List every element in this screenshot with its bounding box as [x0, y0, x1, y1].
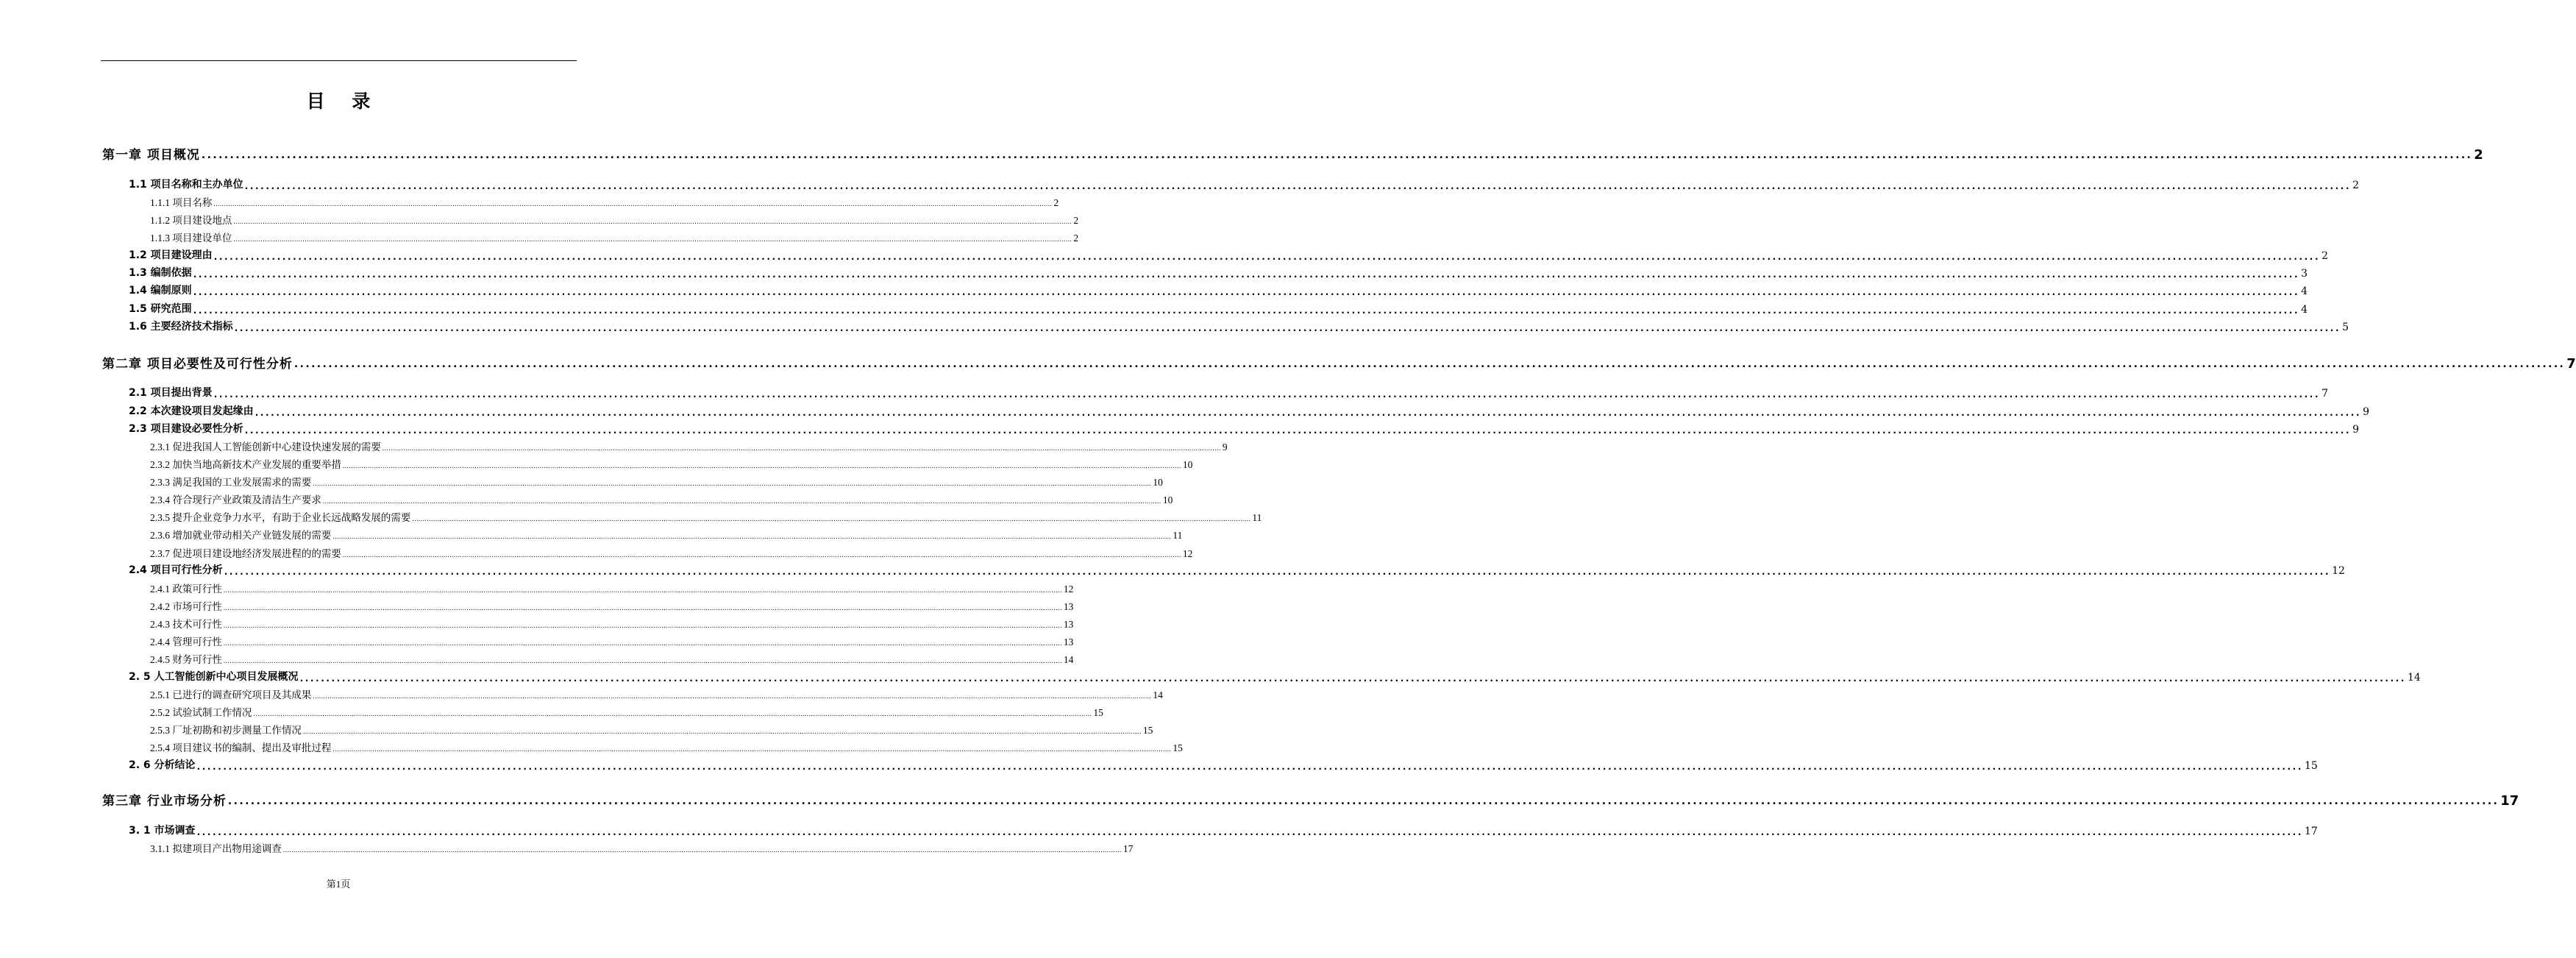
- toc-dot-leader: ................................................................................................................................................................................................................................................................................................................................................................................................................: [234, 323, 2341, 333]
- toc-entry-label: 3. 1 市场调查: [129, 825, 196, 837]
- toc-page-number: 2: [1073, 215, 1079, 226]
- toc-chapter-entry[interactable]: [102, 144, 2483, 163]
- toc-page-number: 2: [2474, 147, 2483, 163]
- toc-dot-leader: ................................................................................................................................................................................................................................................................................................................................................................................................................: [193, 269, 2300, 280]
- toc-page-number: 15: [2305, 760, 2318, 772]
- toc-page-number: 15: [1173, 742, 1183, 753]
- toc-dot-leader: ................................................................................................................................................................................................................................................................................................................................................................................................................: [302, 728, 1142, 735]
- toc-section-entry[interactable]: [129, 385, 2329, 400]
- toc-subsection-entry[interactable]: [150, 527, 1183, 542]
- toc-entry-label: 1.5 研究范围: [129, 303, 192, 315]
- toc-section-entry[interactable]: [129, 403, 2370, 418]
- toc-page-number: 10: [1162, 494, 1173, 505]
- toc-dot-leader: ................................................................................................................................................................................................................................................................................................................................................................................................................: [223, 622, 1062, 629]
- toc-subsection-entry[interactable]: [150, 581, 1074, 595]
- toc-entry-label: 2.4.5 财务可行性: [150, 654, 222, 665]
- toc-subsection-entry[interactable]: [150, 474, 1163, 489]
- toc-page-number: 2: [1073, 233, 1079, 244]
- toc-subsection-entry[interactable]: [150, 230, 1079, 244]
- toc-entry-label: 2.3.5 提升企业竞争力水平，有助于企业长远战略发展的需要: [150, 512, 411, 523]
- toc-entry-label: 2.4.1 政策可行性: [150, 583, 222, 595]
- toc-page-number: 9: [2352, 424, 2360, 436]
- toc-entry-label: 2.3.1 促进我国人工智能创新中心建设快速发展的需要: [150, 441, 381, 453]
- toc-entry-label: 2.5.4 项目建议书的编制、提出及审批过程: [150, 742, 332, 753]
- toc-dot-leader: ................................................................................................................................................................................................................................................................................................................................................................................................................: [227, 795, 2499, 807]
- toc-subsection-entry[interactable]: [150, 686, 1163, 701]
- toc-dot-leader: ................................................................................................................................................................................................................................................................................................................................................................................................................: [332, 745, 1172, 753]
- toc-dot-leader: ................................................................................................................................................................................................................................................................................................................................................................................................................: [244, 181, 2352, 191]
- toc-subsection-entry[interactable]: [150, 545, 1193, 560]
- toc-dot-leader: ................................................................................................................................................................................................................................................................................................................................................................................................................: [213, 389, 2321, 400]
- toc-entry-label: 2.4.3 技术可行性: [150, 619, 222, 630]
- toc-chapter-entry[interactable]: [102, 790, 2519, 809]
- toc-entry-label: 1.1.2 项目建设地点: [150, 215, 232, 226]
- toc-entry-label: 3.1.1 拟建项目产出物用途调查: [150, 843, 282, 854]
- toc-dot-leader: ................................................................................................................................................................................................................................................................................................................................................................................................................: [224, 567, 2331, 577]
- toc-dot-leader: ................................................................................................................................................................................................................................................................................................................................................................................................................: [193, 305, 2300, 316]
- toc-subsection-entry[interactable]: [150, 212, 1079, 227]
- toc-entry-label: 2.5.2 试验试制工作情况: [150, 707, 252, 718]
- toc-entry-label: 1.6 主要经济技术指标: [129, 321, 233, 333]
- toc-page-number: 12: [1182, 548, 1193, 559]
- toc-dot-leader: ................................................................................................................................................................................................................................................................................................................................................................................................................: [253, 710, 1092, 717]
- toc-dot-leader: ................................................................................................................................................................................................................................................................................................................................................................................................................: [322, 497, 1161, 505]
- toc-entry-label: 1.1.1 项目名称: [150, 197, 213, 208]
- toc-dot-leader: ................................................................................................................................................................................................................................................................................................................................................................................................................: [196, 827, 2303, 837]
- toc-subsection-entry[interactable]: [150, 194, 1059, 209]
- toc-entry-label: 2.1 项目提出背景: [129, 387, 213, 399]
- toc-page-number: 13: [1063, 619, 1074, 630]
- toc-subsection-entry[interactable]: [150, 739, 1183, 754]
- toc-entry-label: 1.4 编制原则: [129, 285, 192, 297]
- toc-dot-leader: ................................................................................................................................................................................................................................................................................................................................................................................................................: [382, 444, 1221, 452]
- toc-dot-leader: ................................................................................................................................................................................................................................................................................................................................................................................................................: [342, 551, 1181, 558]
- toc-entry-label: 2.3.3 满足我国的工业发展需求的需要: [150, 477, 312, 488]
- toc-page-number: 5: [2342, 322, 2349, 333]
- toc-subsection-entry[interactable]: [150, 439, 1228, 453]
- toc-page-number: 7: [2566, 356, 2576, 372]
- toc-page-number: 14: [1063, 654, 1074, 665]
- toc-page-number: 10: [1153, 477, 1163, 488]
- toc-entry-label: 2.5.3 厂址初勘和初步测量工作情况: [150, 725, 302, 736]
- toc-dot-leader: ................................................................................................................................................................................................................................................................................................................................................................................................................: [293, 358, 2566, 370]
- toc-page-number: 17: [1122, 843, 1134, 854]
- toc-dot-leader: ................................................................................................................................................................................................................................................................................................................................................................................................................: [313, 480, 1152, 487]
- toc-entry-label: 1.3 编制依据: [129, 267, 192, 279]
- toc-section-entry[interactable]: [129, 319, 2349, 333]
- toc-page-number: 2: [1053, 197, 1059, 208]
- toc-dot-leader: ................................................................................................................................................................................................................................................................................................................................................................................................................: [299, 673, 2406, 684]
- toc-page-number: 13: [1063, 601, 1074, 612]
- toc-dot-leader: ................................................................................................................................................................................................................................................................................................................................................................................................................: [213, 252, 2321, 262]
- toc-page-number: 11: [1252, 512, 1262, 523]
- toc-section-entry[interactable]: [129, 757, 2318, 772]
- toc-page-number: 3: [2301, 268, 2308, 280]
- toc-page-number: 7: [2321, 388, 2329, 400]
- toc-entry-label: 2.3 项目建设必要性分析: [129, 423, 243, 435]
- toc-entry-label: 1.1 项目名称和主办单位: [129, 179, 243, 191]
- toc-dot-leader: ................................................................................................................................................................................................................................................................................................................................................................................................................: [193, 287, 2300, 297]
- toc-subsection-entry[interactable]: [150, 492, 1173, 506]
- toc-dot-leader: ................................................................................................................................................................................................................................................................................................................................................................................................................: [223, 657, 1062, 664]
- toc-page-number: 4: [2301, 304, 2308, 316]
- toc-page-number: 9: [2363, 406, 2370, 418]
- toc-page-number: 2: [2321, 250, 2329, 262]
- toc-subsection-entry[interactable]: [150, 634, 1074, 648]
- toc-subsection-entry[interactable]: [150, 509, 1262, 524]
- toc-section-entry[interactable]: [129, 562, 2345, 577]
- toc-entry-label: 第二章 项目必要性及可行性分析: [102, 357, 293, 372]
- toc-entry-label: 2. 5 人工智能创新中心项目发展概况: [129, 671, 299, 683]
- toc-subsection-entry[interactable]: [150, 704, 1103, 719]
- toc-entry-label: 第三章 行业市场分析: [102, 794, 227, 809]
- toc-dot-leader: ................................................................................................................................................................................................................................................................................................................................................................................................................: [313, 692, 1152, 700]
- toc-dot-leader: ................................................................................................................................................................................................................................................................................................................................................................................................................: [342, 462, 1181, 469]
- toc-page-number: 2: [2352, 180, 2360, 191]
- toc-page-number: 13: [1063, 636, 1074, 647]
- toc-page-number: 11: [1173, 530, 1183, 541]
- toc-entry-label: 1.2 项目建设理由: [129, 249, 213, 261]
- toc-page-number: 12: [1063, 583, 1074, 595]
- toc-section-entry[interactable]: [129, 283, 2308, 297]
- toc-subsection-entry[interactable]: [150, 456, 1193, 471]
- toc-entry-label: 2.4 项目可行性分析: [129, 564, 223, 576]
- toc-dot-leader: ................................................................................................................................................................................................................................................................................................................................................................................................................: [213, 200, 1053, 207]
- toc-page-number: 15: [1093, 707, 1103, 718]
- toc-section-entry[interactable]: [129, 669, 2421, 684]
- toc-section-entry[interactable]: [129, 247, 2329, 262]
- toc-page-number: 17: [2500, 793, 2519, 809]
- toc-chapter-entry[interactable]: [102, 353, 2576, 372]
- toc-entry-label: 2.3.6 增加就业带动相关产业链发展的需要: [150, 530, 332, 541]
- toc-entry-label: 2. 6 分析结论: [129, 759, 196, 771]
- toc-section-entry[interactable]: [129, 421, 2360, 436]
- toc-section-entry[interactable]: [129, 265, 2308, 280]
- toc-dot-leader: ................................................................................................................................................................................................................................................................................................................................................................................................................: [233, 218, 1072, 225]
- toc-subsection-entry[interactable]: [150, 840, 1134, 855]
- toc-entry-label: 2.3.2 加快当地高新技术产业发展的重要举措: [150, 459, 341, 470]
- toc-dot-leader: ................................................................................................................................................................................................................................................................................................................................................................................................................: [233, 235, 1072, 243]
- toc-subsection-entry[interactable]: [150, 616, 1074, 631]
- toc-page-number: 12: [2332, 565, 2345, 577]
- toc-subsection-entry[interactable]: [150, 598, 1074, 613]
- toc-entry-label: 1.1.3 项目建设单位: [150, 233, 232, 244]
- toc-dot-leader: ................................................................................................................................................................................................................................................................................................................................................................................................................: [412, 515, 1251, 522]
- toc-entry-label: 2.4.4 管理可行性: [150, 636, 222, 647]
- toc-dot-leader: ................................................................................................................................................................................................................................................................................................................................................................................................................: [332, 533, 1172, 540]
- page-footer: 第1页: [326, 879, 351, 890]
- toc-page-number: 14: [1153, 689, 1163, 700]
- toc-section-entry[interactable]: [129, 177, 2360, 191]
- toc-page-number: 17: [2305, 826, 2318, 837]
- toc-dot-leader: ................................................................................................................................................................................................................................................................................................................................................................................................................: [244, 425, 2352, 436]
- toc-entry-label: 第一章 项目概况: [102, 148, 200, 163]
- toc-dot-leader: ................................................................................................................................................................................................................................................................................................................................................................................................................: [223, 639, 1062, 647]
- toc-entry-label: 2.4.2 市场可行性: [150, 601, 222, 612]
- toc-dot-leader: ................................................................................................................................................................................................................................................................................................................................................................................................................: [223, 604, 1062, 611]
- toc-entry-label: 2.3.7 促进项目建设地经济发展进程的的需要: [150, 548, 341, 559]
- toc-dot-leader: ................................................................................................................................................................................................................................................................................................................................................................................................................: [282, 846, 1122, 854]
- toc-dot-leader: ................................................................................................................................................................................................................................................................................................................................................................................................................: [255, 408, 2362, 418]
- toc-page-number: 15: [1142, 725, 1153, 736]
- toc-subsection-entry[interactable]: [150, 651, 1074, 666]
- toc-page-number: 4: [2301, 285, 2308, 297]
- toc-subsection-entry[interactable]: [150, 722, 1153, 737]
- toc-entry-label: 2.5.1 已进行的调查研究项目及其成果: [150, 689, 312, 700]
- toc-dot-leader: ................................................................................................................................................................................................................................................................................................................................................................................................................: [223, 586, 1062, 594]
- toc-dot-leader: ................................................................................................................................................................................................................................................................................................................................................................................................................: [196, 762, 2303, 772]
- toc-entry-label: 2.3.4 符合现行产业政策及清洁生产要求: [150, 494, 321, 505]
- page-title: 目 录: [306, 91, 381, 112]
- toc-section-entry[interactable]: [129, 301, 2308, 316]
- toc-page-number: 10: [1182, 459, 1193, 470]
- toc-dot-leader: ................................................................................................................................................................................................................................................................................................................................................................................................................: [201, 149, 2473, 161]
- toc-entry-label: 2.2 本次建设项目发起缘由: [129, 405, 254, 417]
- toc-section-entry[interactable]: [129, 823, 2318, 837]
- toc-page-number: 14: [2408, 672, 2421, 684]
- toc-page-number: 9: [1222, 441, 1228, 453]
